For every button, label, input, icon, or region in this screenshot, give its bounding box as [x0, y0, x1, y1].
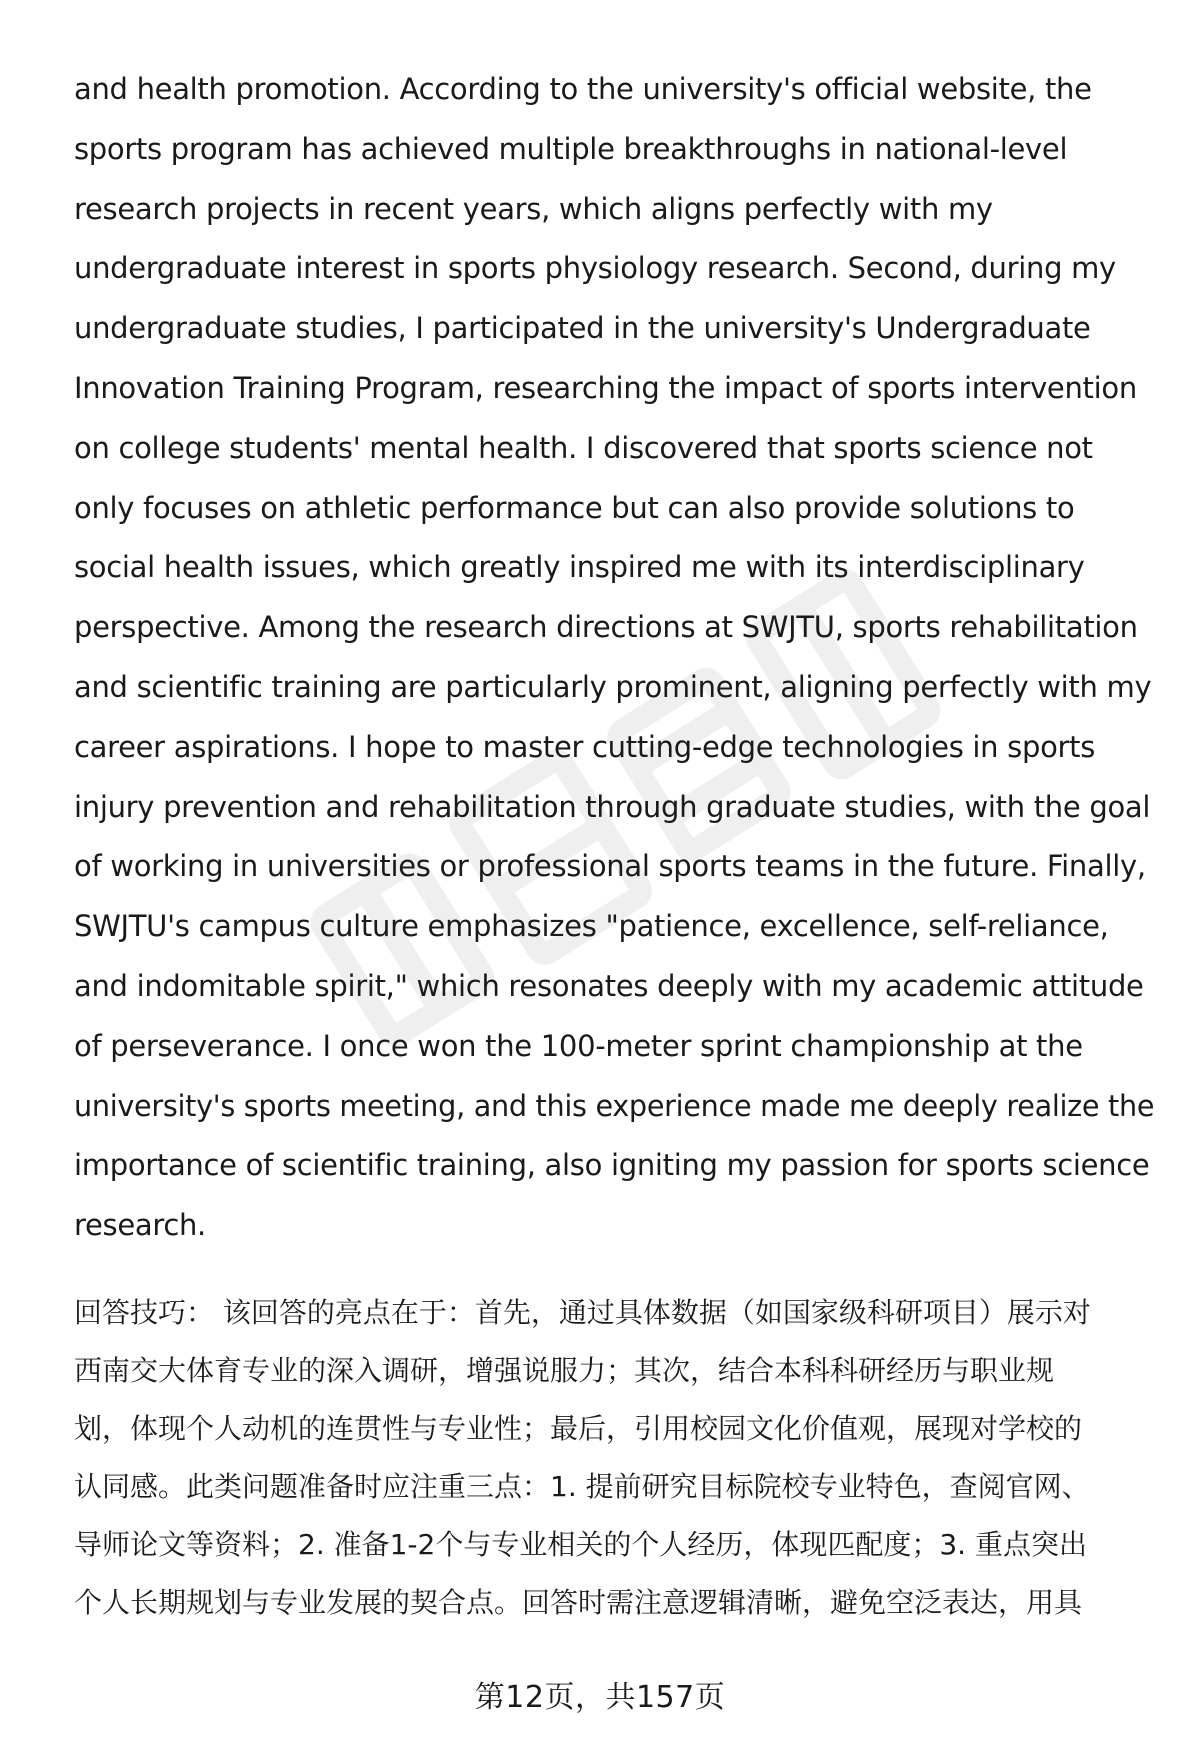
text-line: of working in universities or professional sports teams in the future. Finally,: [74, 849, 1146, 884]
text-line: Innovation Training Program, researching the impact of sports intervention: [74, 370, 1137, 405]
page-number: 第12页，共157页: [474, 1680, 726, 1715]
text-line: SWJTU's campus culture emphasizes "patience, excellence, self-reliance,: [74, 909, 1109, 944]
text-line: research projects in recent years, which aligns perfectly with my: [74, 191, 993, 226]
page-content: [74, 60, 1154, 1632]
answer-paragraph: [74, 60, 1154, 1256]
text-line: social health issues, which greatly inspired me with its interdisciplinary: [74, 550, 1085, 585]
text-line: of perseverance. I once won the 100-meter sprint championship at the: [74, 1028, 1083, 1063]
text-line: only focuses on athletic performance but can also provide solutions to: [74, 490, 1075, 525]
tips-paragraph: [74, 1284, 1154, 1632]
text-line: 西南交大体育专业的深入调研，增强说服力；其次，结合本科科研经历与职业规: [74, 1353, 1055, 1387]
text-line: injury prevention and rehabilitation through graduate studies, with the goal: [74, 789, 1151, 824]
text-line: university's sports meeting, and this experience made me deeply realize the: [74, 1088, 1155, 1123]
text-line: career aspirations. I hope to master cutting-edge technologies in sports: [74, 729, 1096, 764]
text-line: importance of scientific training, also igniting my passion for sports science: [74, 1148, 1150, 1183]
text-line: perspective. Among the research directions at SWJTU, sports rehabilitation: [74, 610, 1138, 645]
text-line: and indomitable spirit," which resonates deeply with my academic attitude: [74, 968, 1144, 1003]
text-line: 认同感。此类问题准备时应注重三点：1. 提前研究目标院校专业特色，查阅官网、: [74, 1469, 1090, 1503]
text-line: 回答技巧： 该回答的亮点在于：首先，通过具体数据（如国家级科研项目）展示对: [74, 1295, 1091, 1329]
text-line: on college students' mental health. I discovered that sports science not: [74, 430, 1093, 465]
text-line: undergraduate studies, I participated in the university's Undergraduate: [74, 311, 1091, 346]
text-line: 导师论文等资料；2. 准备1-2个与专业相关的个人经历，体现匹配度；3. 重点突出: [74, 1527, 1087, 1561]
text-line: and scientific training are particularly prominent, aligning perfectly with my: [74, 669, 1152, 704]
text-line: undergraduate interest in sports physiology research. Second, during my: [74, 251, 1116, 286]
text-line: 划，体现个人动机的连贯性与专业性；最后，引用校园文化价值观，展现对学校的: [74, 1411, 1083, 1445]
text-line: research.: [74, 1208, 206, 1243]
text-line: and health promotion. According to the university's official website, the: [74, 72, 1092, 106]
text-line: sports program has achieved multiple breakthroughs in national-level: [74, 131, 1068, 166]
text-line: 个人长期规划与专业发展的契合点。回答时需注意逻辑清晰，避免空泛表达，用具: [74, 1585, 1083, 1619]
